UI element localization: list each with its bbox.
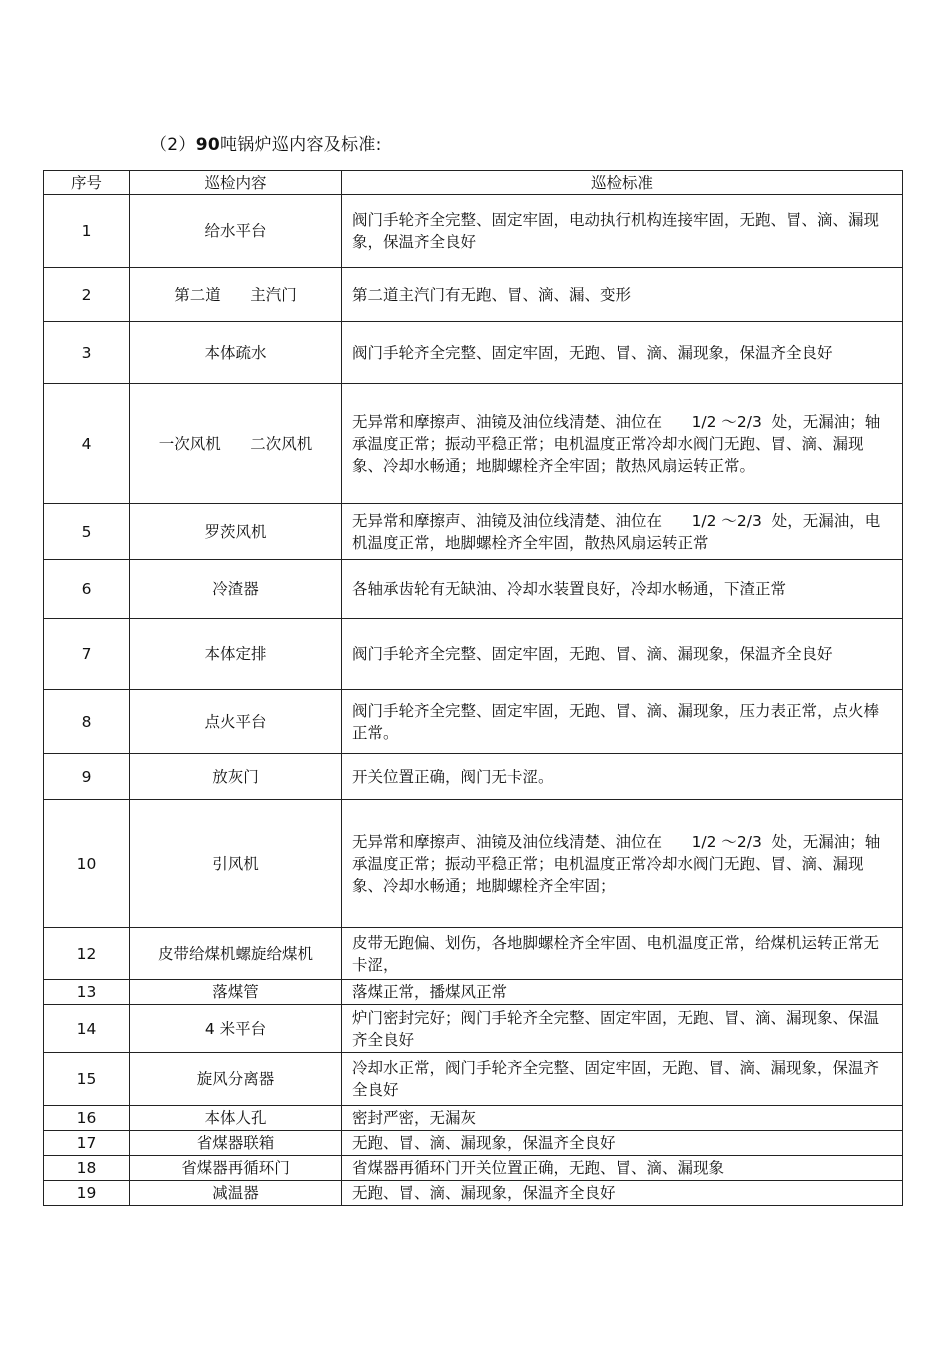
row-item: 省煤器联箱 bbox=[130, 1131, 342, 1156]
row-item: 皮带给煤机螺旋给煤机 bbox=[130, 928, 342, 980]
row-standard: 第二道主汽门有无跑、冒、滴、漏、变形 bbox=[342, 268, 903, 322]
row-standard: 各轴承齿轮有无缺油、冷却水装置良好，冷却水畅通，下渣正常 bbox=[342, 560, 903, 619]
table-row bbox=[44, 322, 903, 384]
row-number: 19 bbox=[44, 1181, 130, 1206]
row-standard: 无异常和摩擦声、油镜及油位线清楚、油位在 1/2 ～2/3 处，无漏油；轴承温度正常；振动平稳正常；电机温度正常冷却水阀门无跑、冒、滴、漏现象、冷却水畅通；地脚螺栓齐全牢固；散热风扇运转正常。 bbox=[342, 384, 903, 504]
row-item: 罗茨风机 bbox=[130, 504, 342, 560]
table-row bbox=[44, 1005, 903, 1053]
row-standard: 无异常和摩擦声、油镜及油位线清楚、油位在 1/2 ～2/3 处，无漏油，电机温度正常，地脚螺栓齐全牢固，散热风扇运转正常 bbox=[342, 504, 903, 560]
header-item: 巡检内容 bbox=[130, 171, 342, 195]
row-standard: 落煤正常，播煤风正常 bbox=[342, 980, 903, 1005]
row-number: 13 bbox=[44, 980, 130, 1005]
row-item: 省煤器再循环门 bbox=[130, 1156, 342, 1181]
row-standard: 阀门手轮齐全完整、固定牢固，电动执行机构连接牢固，无跑、冒、滴、漏现象，保温齐全良好 bbox=[342, 195, 903, 268]
table-header-row bbox=[44, 171, 903, 195]
header-serial: 序号 bbox=[44, 171, 130, 195]
row-item: 冷渣器 bbox=[130, 560, 342, 619]
table-row bbox=[44, 1156, 903, 1181]
header-standard: 巡检标准 bbox=[342, 171, 903, 195]
row-standard: 阀门手轮齐全完整、固定牢固，无跑、冒、滴、漏现象，保温齐全良好 bbox=[342, 619, 903, 690]
row-number: 16 bbox=[44, 1106, 130, 1131]
row-standard: 无跑、冒、滴、漏现象，保温齐全良好 bbox=[342, 1131, 903, 1156]
row-standard: 密封严密，无漏灰 bbox=[342, 1106, 903, 1131]
row-item: 一次风机 二次风机 bbox=[130, 384, 342, 504]
row-number: 3 bbox=[44, 322, 130, 384]
row-standard: 无跑、冒、滴、漏现象，保温齐全良好 bbox=[342, 1181, 903, 1206]
title-number: 90 bbox=[195, 135, 220, 155]
table-row bbox=[44, 690, 903, 754]
table-row bbox=[44, 1131, 903, 1156]
row-number: 12 bbox=[44, 928, 130, 980]
row-item: 给水平台 bbox=[130, 195, 342, 268]
row-standard: 冷却水正常，阀门手轮齐全完整、固定牢固，无跑、冒、滴、漏现象，保温齐全良好 bbox=[342, 1053, 903, 1106]
table-row bbox=[44, 504, 903, 560]
row-standard: 炉门密封完好；阀门手轮齐全完整、固定牢固，无跑、冒、滴、漏现象、保温齐全良好 bbox=[342, 1005, 903, 1053]
row-item: 本体定排 bbox=[130, 619, 342, 690]
row-item: 第二道 主汽门 bbox=[130, 268, 342, 322]
row-number: 1 bbox=[44, 195, 130, 268]
title-prefix: （2） bbox=[150, 135, 196, 155]
table-row bbox=[44, 980, 903, 1005]
inspection-table bbox=[43, 170, 903, 1206]
table-row bbox=[44, 754, 903, 800]
table-row bbox=[44, 1053, 903, 1106]
row-item: 引风机 bbox=[130, 800, 342, 928]
title-text: 吨锅炉巡内容及标准: bbox=[219, 135, 382, 155]
section-title bbox=[150, 130, 382, 155]
row-item: 本体疏水 bbox=[130, 322, 342, 384]
row-number: 5 bbox=[44, 504, 130, 560]
row-number: 6 bbox=[44, 560, 130, 619]
row-standard: 皮带无跑偏、划伤，各地脚螺栓齐全牢固、电机温度正常，给煤机运转正常无卡涩， bbox=[342, 928, 903, 980]
table-row bbox=[44, 800, 903, 928]
row-standard: 阀门手轮齐全完整、固定牢固，无跑、冒、滴、漏现象，保温齐全良好 bbox=[342, 322, 903, 384]
row-item: 放灰门 bbox=[130, 754, 342, 800]
table-row bbox=[44, 195, 903, 268]
row-item: 点火平台 bbox=[130, 690, 342, 754]
row-number: 9 bbox=[44, 754, 130, 800]
table-row bbox=[44, 560, 903, 619]
row-number: 4 bbox=[44, 384, 130, 504]
row-item: 4 米平台 bbox=[130, 1005, 342, 1053]
row-number: 18 bbox=[44, 1156, 130, 1181]
table-row bbox=[44, 384, 903, 504]
row-number: 15 bbox=[44, 1053, 130, 1106]
table-row bbox=[44, 619, 903, 690]
row-item: 旋风分离器 bbox=[130, 1053, 342, 1106]
row-standard: 开关位置正确，阀门无卡涩。 bbox=[342, 754, 903, 800]
row-number: 17 bbox=[44, 1131, 130, 1156]
table-row bbox=[44, 928, 903, 980]
table-row bbox=[44, 1181, 903, 1206]
row-standard: 无异常和摩擦声、油镜及油位线清楚、油位在 1/2 ～2/3 处，无漏油；轴承温度正常；振动平稳正常；电机温度正常冷却水阀门无跑、冒、滴、漏现象、冷却水畅通；地脚螺栓齐全牢固； bbox=[342, 800, 903, 928]
row-standard: 阀门手轮齐全完整、固定牢固，无跑、冒、滴、漏现象，压力表正常，点火棒正常。 bbox=[342, 690, 903, 754]
row-item: 落煤管 bbox=[130, 980, 342, 1005]
row-item: 减温器 bbox=[130, 1181, 342, 1206]
row-number: 14 bbox=[44, 1005, 130, 1053]
row-number: 8 bbox=[44, 690, 130, 754]
row-number: 2 bbox=[44, 268, 130, 322]
row-number: 7 bbox=[44, 619, 130, 690]
row-item: 本体人孔 bbox=[130, 1106, 342, 1131]
table-row bbox=[44, 1106, 903, 1131]
row-standard: 省煤器再循环门开关位置正确，无跑、冒、滴、漏现象 bbox=[342, 1156, 903, 1181]
table-row bbox=[44, 268, 903, 322]
row-number: 10 bbox=[44, 800, 130, 928]
